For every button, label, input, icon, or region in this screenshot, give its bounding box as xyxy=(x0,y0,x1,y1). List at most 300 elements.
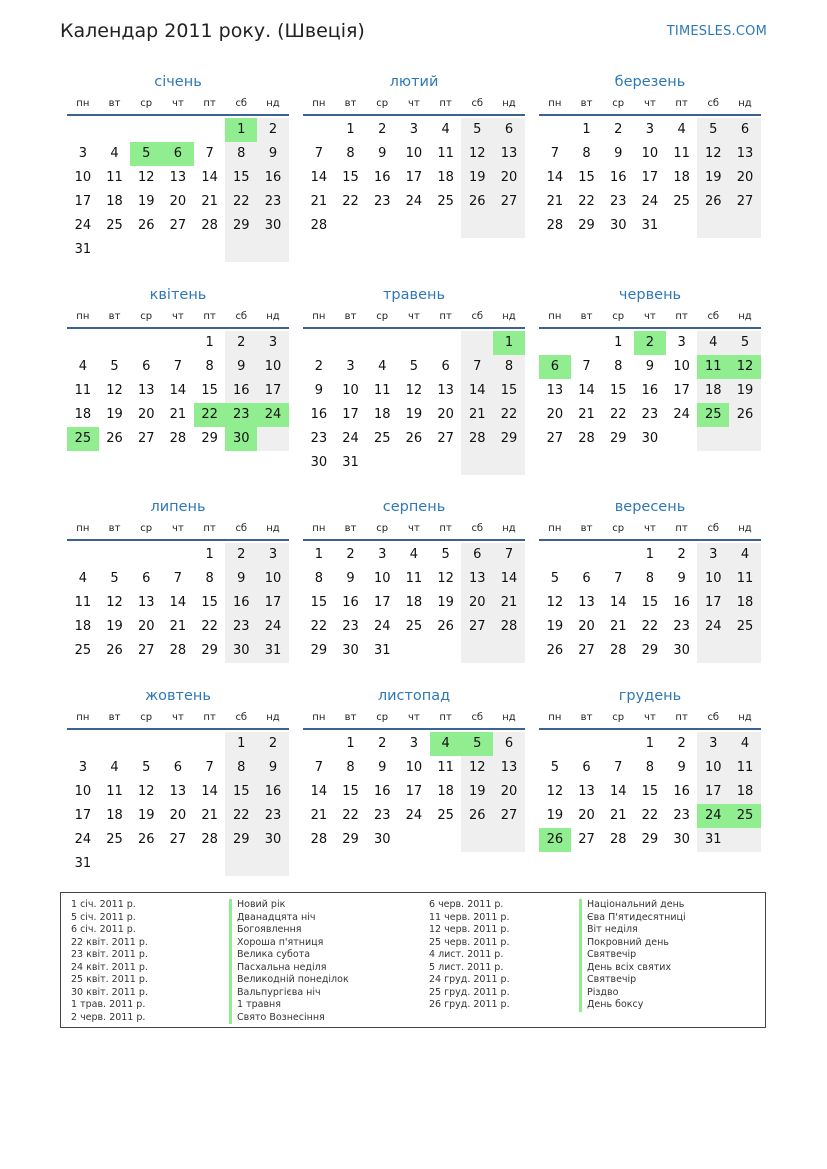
day-cell: 4 xyxy=(441,122,450,137)
weekday-label: чт xyxy=(644,98,656,109)
weekday-label: нд xyxy=(502,712,516,723)
day-cell: 19 xyxy=(461,780,493,804)
day-cell: 19 xyxy=(546,808,564,823)
day-cell: 18 xyxy=(373,407,391,422)
empty-cell xyxy=(539,543,571,567)
holiday-day-cell: 24 xyxy=(257,403,289,427)
day-cell: 9 xyxy=(257,756,289,780)
day-grid xyxy=(303,732,525,852)
day-cell: 21 xyxy=(609,619,627,634)
legend-holiday-date: 2 черв. 2011 р. xyxy=(71,1011,146,1023)
day-cell: 10 xyxy=(257,567,289,591)
day-cell: 7 xyxy=(493,543,525,567)
legend-holiday-name: Покровний день xyxy=(579,937,686,950)
day-cell: 24 xyxy=(74,832,92,847)
empty-cell xyxy=(162,852,194,876)
day-cell: 8 xyxy=(346,146,355,161)
weekday-label: сб xyxy=(707,98,720,109)
day-cell: 4 xyxy=(677,122,686,137)
day-cell: 20 xyxy=(729,166,761,190)
day-cell: 25 xyxy=(729,615,761,639)
weekday-label: ср xyxy=(376,523,389,534)
day-cell: 23 xyxy=(225,615,257,639)
day-cell: 3 xyxy=(378,547,387,562)
day-cell: 31 xyxy=(373,643,391,658)
day-cell: 5 xyxy=(461,118,493,142)
day-cell: 27 xyxy=(461,615,493,639)
day-cell: 10 xyxy=(641,146,659,161)
day-cell: 14 xyxy=(578,383,595,398)
legend-dates-right xyxy=(429,899,510,1012)
weekday-label: вт xyxy=(108,523,121,534)
legend-holiday-name: Святвечір xyxy=(579,949,686,962)
day-cell: 10 xyxy=(697,567,729,591)
day-cell: 3 xyxy=(677,335,686,350)
day-cell: 30 xyxy=(609,218,627,233)
day-cell: 13 xyxy=(169,784,187,799)
day-cell: 18 xyxy=(74,619,92,634)
day-cell: 12 xyxy=(697,142,729,166)
month-name: листопад xyxy=(377,688,451,704)
legend-holiday-date: 30 квіт. 2011 р. xyxy=(71,986,148,998)
weekday-label: сб xyxy=(707,712,720,723)
day-cell: 8 xyxy=(493,355,525,379)
legend-holiday-name: Святвечір xyxy=(579,974,686,987)
day-cell: 9 xyxy=(257,142,289,166)
day-cell: 10 xyxy=(405,146,423,161)
month-березень xyxy=(539,70,761,238)
day-cell: 7 xyxy=(314,760,323,775)
holiday-day-cell: 25 xyxy=(729,804,761,828)
day-cell: 14 xyxy=(310,170,328,185)
empty-cell xyxy=(130,543,162,567)
day-cell: 4 xyxy=(110,146,119,161)
month-name: серпень xyxy=(382,499,446,515)
day-cell: 6 xyxy=(582,760,591,775)
legend-holiday-date: 1 трав. 2011 р. xyxy=(71,999,146,1010)
day-cell: 11 xyxy=(729,756,761,780)
day-cell: 9 xyxy=(225,567,257,591)
day-cell: 5 xyxy=(441,547,450,562)
day-cell: 22 xyxy=(342,808,359,823)
day-cell: 13 xyxy=(169,170,187,185)
day-cell: 2 xyxy=(257,118,289,142)
day-cell: 20 xyxy=(578,619,595,634)
day-grid xyxy=(67,331,289,451)
holiday-day-cell: 1 xyxy=(225,118,257,142)
day-cell: 27 xyxy=(169,218,187,233)
day-cell: 1 xyxy=(645,736,655,751)
month-липень xyxy=(67,495,289,663)
day-cell: 2 xyxy=(378,736,387,751)
month-name: січень xyxy=(154,74,202,90)
holiday-legend xyxy=(60,892,766,1028)
day-cell: 10 xyxy=(373,571,391,586)
day-cell: 8 xyxy=(645,760,655,775)
legend-holiday-name: Пасхальна неділя xyxy=(229,962,349,975)
holiday-day-cell: 22 xyxy=(194,403,226,427)
day-cell: 17 xyxy=(405,170,423,185)
empty-cell xyxy=(303,331,335,355)
day-cell: 31 xyxy=(257,639,289,663)
day-cell: 29 xyxy=(578,218,595,233)
empty-cell xyxy=(99,331,131,355)
weekday-label: сб xyxy=(471,523,484,534)
day-cell: 3 xyxy=(645,122,655,137)
empty-cell xyxy=(194,238,226,262)
day-cell: 4 xyxy=(729,732,761,756)
month-грудень xyxy=(539,684,761,852)
day-cell: 21 xyxy=(310,808,328,823)
day-grid xyxy=(303,118,525,238)
day-cell: 8 xyxy=(205,571,214,586)
empty-cell xyxy=(366,214,398,238)
day-cell: 14 xyxy=(310,784,328,799)
day-cell: 31 xyxy=(74,856,92,871)
weekday-label: чт xyxy=(172,311,184,322)
day-cell: 19 xyxy=(137,194,155,209)
day-cell: 27 xyxy=(578,643,595,658)
day-cell: 14 xyxy=(609,595,627,610)
weekday-label: сб xyxy=(235,311,248,322)
day-cell: 27 xyxy=(137,643,155,658)
weekday-label: ср xyxy=(376,311,389,322)
day-cell: 20 xyxy=(546,407,564,422)
weekday-label: чт xyxy=(644,712,656,723)
day-cell: 21 xyxy=(169,619,187,634)
weekday-label: ср xyxy=(140,712,153,723)
day-cell: 26 xyxy=(405,431,423,446)
day-cell: 25 xyxy=(106,218,123,233)
day-cell: 13 xyxy=(578,784,595,799)
day-cell: 3 xyxy=(409,736,419,751)
legend-holiday-name: Різдво xyxy=(579,987,686,1000)
weekday-label: пт xyxy=(675,523,688,534)
day-cell: 1 xyxy=(205,547,214,562)
day-cell: 26 xyxy=(137,218,155,233)
day-cell: 30 xyxy=(257,828,289,852)
day-cell: 8 xyxy=(225,142,257,166)
empty-cell xyxy=(430,639,462,663)
empty-cell xyxy=(67,732,99,756)
weekday-label: пн xyxy=(76,98,90,109)
month-name: травень xyxy=(382,287,446,303)
empty-cell xyxy=(162,118,194,142)
weekday-label: нд xyxy=(266,523,280,534)
holiday-day-cell: 25 xyxy=(67,427,99,451)
day-cell: 28 xyxy=(546,218,564,233)
day-cell: 20 xyxy=(169,808,187,823)
day-cell: 21 xyxy=(201,808,218,823)
legend-holiday-name: Хороша п'ятниця xyxy=(229,937,349,950)
day-cell: 31 xyxy=(697,828,729,852)
weekday-label: пт xyxy=(439,98,452,109)
weekday-label: пт xyxy=(439,523,452,534)
weekday-label: сб xyxy=(471,311,484,322)
month-жовтень xyxy=(67,684,289,876)
day-cell: 1 xyxy=(225,732,257,756)
day-cell: 12 xyxy=(137,784,155,799)
day-cell: 15 xyxy=(641,784,659,799)
empty-cell xyxy=(257,238,289,262)
legend-holiday-date: 5 січ. 2011 р. xyxy=(71,911,136,923)
day-cell: 4 xyxy=(78,571,87,586)
day-cell: 6 xyxy=(493,732,525,756)
day-cell: 11 xyxy=(373,383,391,398)
day-cell: 18 xyxy=(405,595,423,610)
weekday-label: нд xyxy=(266,311,280,322)
day-cell: 29 xyxy=(225,214,257,238)
day-cell: 27 xyxy=(437,431,454,446)
holiday-day-cell: 25 xyxy=(697,403,729,427)
day-cell: 10 xyxy=(697,756,729,780)
weekday-label: ср xyxy=(140,98,153,109)
day-cell: 19 xyxy=(729,379,761,403)
weekday-label: вт xyxy=(344,523,357,534)
weekday-header xyxy=(539,708,761,730)
day-cell: 24 xyxy=(673,407,690,422)
day-cell: 5 xyxy=(550,760,559,775)
day-cell: 27 xyxy=(493,804,525,828)
day-cell: 30 xyxy=(257,214,289,238)
empty-cell xyxy=(366,451,398,475)
day-cell: 16 xyxy=(257,166,289,190)
weekday-label: ср xyxy=(376,98,389,109)
month-лютий xyxy=(303,70,525,238)
day-cell: 9 xyxy=(378,146,387,161)
day-cell: 19 xyxy=(546,619,564,634)
legend-holiday-name: День боксу xyxy=(579,999,686,1012)
day-cell: 15 xyxy=(225,780,257,804)
empty-cell xyxy=(697,214,729,238)
day-cell: 4 xyxy=(729,543,761,567)
month-листопад xyxy=(303,684,525,852)
day-cell: 9 xyxy=(677,571,686,586)
weekday-label: чт xyxy=(408,311,420,322)
day-cell: 25 xyxy=(405,619,423,634)
day-cell: 12 xyxy=(405,383,423,398)
day-cell: 13 xyxy=(461,567,493,591)
month-name: вересень xyxy=(614,499,686,515)
day-cell: 17 xyxy=(257,379,289,403)
legend-holiday-date: 4 лист. 2011 р. xyxy=(429,949,504,960)
day-cell: 25 xyxy=(673,194,690,209)
weekday-label: пн xyxy=(548,98,562,109)
day-cell: 17 xyxy=(74,194,92,209)
day-cell: 22 xyxy=(641,808,659,823)
day-cell: 18 xyxy=(437,784,454,799)
day-cell: 22 xyxy=(225,804,257,828)
day-cell: 7 xyxy=(173,571,183,586)
empty-cell xyxy=(602,543,634,567)
weekday-label: вт xyxy=(108,712,121,723)
weekday-label: пт xyxy=(203,523,216,534)
day-grid xyxy=(539,732,761,852)
month-name: червень xyxy=(618,287,682,303)
weekday-label: вт xyxy=(344,712,357,723)
month-травень xyxy=(303,283,525,475)
weekday-label: сб xyxy=(235,98,248,109)
day-cell: 23 xyxy=(310,431,328,446)
day-cell: 7 xyxy=(550,146,559,161)
day-cell: 1 xyxy=(645,547,655,562)
legend-holiday-name: День всіх святих xyxy=(579,962,686,975)
weekday-label: чт xyxy=(644,523,656,534)
day-cell: 16 xyxy=(310,407,328,422)
day-cell: 3 xyxy=(697,543,729,567)
day-cell: 19 xyxy=(106,619,123,634)
day-cell: 15 xyxy=(641,595,659,610)
empty-cell xyxy=(430,451,462,475)
weekday-label: нд xyxy=(738,712,752,723)
day-cell: 23 xyxy=(673,808,690,823)
day-cell: 11 xyxy=(106,170,123,185)
day-cell: 15 xyxy=(578,170,595,185)
day-cell: 24 xyxy=(342,431,359,446)
day-cell: 26 xyxy=(729,403,761,427)
holiday-day-cell: 24 xyxy=(697,804,729,828)
day-cell: 3 xyxy=(78,760,87,775)
day-cell: 7 xyxy=(173,359,183,374)
day-cell: 10 xyxy=(257,355,289,379)
legend-holiday-date: 24 квіт. 2011 р. xyxy=(71,961,148,973)
day-cell: 25 xyxy=(437,808,454,823)
day-cell: 5 xyxy=(409,359,419,374)
day-cell: 3 xyxy=(346,359,355,374)
weekday-header xyxy=(303,519,525,541)
day-cell: 15 xyxy=(493,379,525,403)
legend-holiday-date: 25 груд. 2011 р. xyxy=(429,986,510,998)
empty-cell xyxy=(130,732,162,756)
day-cell: 13 xyxy=(546,383,564,398)
weekday-label: нд xyxy=(738,523,752,534)
weekday-label: пт xyxy=(203,712,216,723)
day-cell: 1 xyxy=(346,122,355,137)
day-cell: 20 xyxy=(493,780,525,804)
weekday-header xyxy=(303,94,525,116)
day-cell: 11 xyxy=(437,760,454,775)
day-cell: 12 xyxy=(461,756,493,780)
day-cell: 11 xyxy=(74,383,92,398)
day-grid xyxy=(539,543,761,663)
day-cell: 4 xyxy=(409,547,419,562)
day-cell: 14 xyxy=(201,170,218,185)
day-cell: 29 xyxy=(609,431,627,446)
legend-names-right xyxy=(579,899,686,1012)
month-name: лютий xyxy=(389,74,439,90)
empty-cell xyxy=(571,543,603,567)
day-cell: 13 xyxy=(437,383,454,398)
weekday-label: пн xyxy=(76,311,90,322)
weekday-label: пт xyxy=(439,712,452,723)
day-cell: 1 xyxy=(346,736,355,751)
day-cell: 11 xyxy=(437,146,454,161)
day-cell: 16 xyxy=(641,383,659,398)
day-cell: 22 xyxy=(641,619,659,634)
day-cell: 22 xyxy=(201,619,218,634)
day-cell: 21 xyxy=(578,407,595,422)
empty-cell xyxy=(99,732,131,756)
day-cell: 27 xyxy=(169,832,187,847)
day-cell: 17 xyxy=(641,170,659,185)
legend-holiday-name: Велика субота xyxy=(229,949,349,962)
legend-holiday-date: 12 черв. 2011 р. xyxy=(429,924,510,935)
empty-cell xyxy=(99,543,131,567)
day-cell: 10 xyxy=(405,760,423,775)
day-cell: 30 xyxy=(310,455,328,470)
weekday-label: вт xyxy=(108,311,121,322)
day-cell: 22 xyxy=(342,194,359,209)
day-cell: 29 xyxy=(310,643,328,658)
day-cell: 21 xyxy=(609,808,627,823)
day-cell: 5 xyxy=(729,331,761,355)
day-cell: 27 xyxy=(729,190,761,214)
empty-cell xyxy=(539,331,571,355)
day-cell: 16 xyxy=(673,784,690,799)
day-cell: 15 xyxy=(342,170,359,185)
empty-cell xyxy=(461,331,493,355)
day-cell: 8 xyxy=(645,571,655,586)
empty-cell xyxy=(99,118,131,142)
day-cell: 20 xyxy=(461,591,493,615)
weekday-label: ср xyxy=(140,311,153,322)
holiday-day-cell: 1 xyxy=(493,331,525,355)
day-cell: 28 xyxy=(310,218,328,233)
day-cell: 16 xyxy=(225,379,257,403)
day-cell: 27 xyxy=(137,431,155,446)
day-cell: 29 xyxy=(201,643,218,658)
day-cell: 26 xyxy=(106,643,123,658)
day-cell: 27 xyxy=(546,431,564,446)
brand-link[interactable]: TIMESLES.COM xyxy=(666,24,767,39)
empty-cell xyxy=(398,639,430,663)
day-cell: 13 xyxy=(729,142,761,166)
day-cell: 17 xyxy=(74,808,92,823)
day-cell: 18 xyxy=(437,170,454,185)
day-cell: 26 xyxy=(697,190,729,214)
day-cell: 17 xyxy=(373,595,391,610)
empty-cell xyxy=(162,543,194,567)
weekday-label: нд xyxy=(266,712,280,723)
day-cell: 3 xyxy=(409,122,419,137)
empty-cell xyxy=(162,238,194,262)
empty-cell xyxy=(398,214,430,238)
day-cell: 22 xyxy=(310,619,328,634)
weekday-label: нд xyxy=(502,311,516,322)
empty-cell xyxy=(539,118,571,142)
day-cell: 9 xyxy=(614,146,623,161)
holiday-day-cell: 23 xyxy=(225,403,257,427)
weekday-header xyxy=(303,307,525,329)
day-cell: 11 xyxy=(74,595,92,610)
day-cell: 28 xyxy=(461,427,493,451)
day-cell: 19 xyxy=(106,407,123,422)
weekday-header xyxy=(539,94,761,116)
weekday-label: чт xyxy=(644,311,656,322)
month-квітень xyxy=(67,283,289,451)
month-червень xyxy=(539,283,761,451)
day-cell: 27 xyxy=(578,832,595,847)
holiday-day-cell: 11 xyxy=(697,355,729,379)
weekday-label: пт xyxy=(203,311,216,322)
weekday-label: пн xyxy=(312,98,326,109)
day-cell: 9 xyxy=(346,571,355,586)
day-cell: 8 xyxy=(582,146,591,161)
weekday-header xyxy=(67,94,289,116)
holiday-day-cell: 4 xyxy=(430,732,462,756)
day-cell: 17 xyxy=(673,383,690,398)
day-cell: 21 xyxy=(493,591,525,615)
